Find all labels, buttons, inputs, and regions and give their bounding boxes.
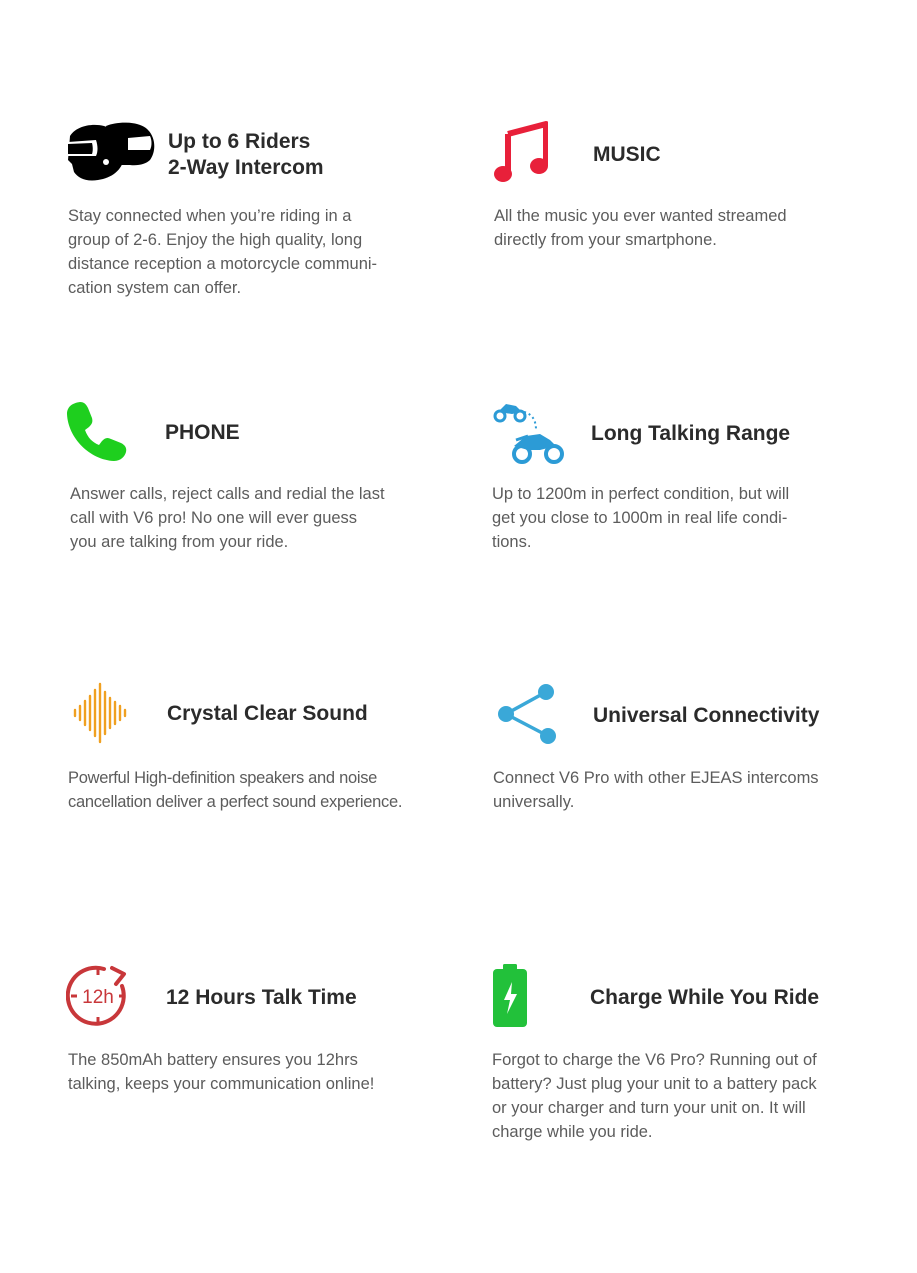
desc-line: universally. [493, 793, 575, 811]
desc-line: call with V6 pro! No one will ever guess [70, 509, 358, 527]
desc-line: charge while you ride. [492, 1123, 653, 1141]
feature-title [165, 420, 240, 446]
feature-description [68, 766, 402, 814]
desc-line: or your charger and turn your unit on. It will [492, 1099, 806, 1117]
desc-line: group of 2-6. Enjoy the high quality, long [68, 231, 363, 249]
clock-label: 12h [82, 987, 114, 1008]
desc-line: cancellation deliver a perfect sound experience. [68, 793, 403, 811]
title-line: Universal Connectivity [593, 704, 820, 727]
share-nodes-icon [496, 683, 558, 745]
desc-line: you are talking from your ride. [70, 533, 289, 551]
battery-charging-icon [492, 964, 528, 1028]
feature-description [493, 766, 819, 814]
feature-description [68, 204, 377, 300]
title-line: Charge While You Ride [590, 986, 820, 1009]
feature-description [68, 1048, 374, 1096]
title-line: Long Talking Range [591, 422, 791, 445]
feature-title [167, 701, 368, 727]
title-line: 2-Way Intercom [168, 156, 324, 179]
feature-title [166, 985, 357, 1011]
title-line: PHONE [165, 421, 240, 444]
motorcycles-icon [492, 402, 564, 464]
feature-title [593, 703, 819, 729]
feature-title [590, 985, 819, 1011]
desc-line: Powerful High-definition speakers and noise [68, 769, 378, 787]
desc-line: battery? Just plug your unit to a battery pack [492, 1075, 817, 1093]
desc-line: get you close to 1000m in real life condi- [492, 509, 788, 527]
phone-icon [66, 400, 128, 462]
desc-line: Up to 1200m in perfect condition, but will [492, 485, 790, 503]
clock-12h-icon [66, 964, 130, 1028]
desc-line: Answer calls, reject calls and redial the last [70, 485, 385, 503]
desc-line: distance reception a motorcycle communi- [68, 255, 378, 273]
desc-line: Stay connected when you’re riding in a [68, 207, 352, 225]
feature-description [70, 482, 385, 554]
feature-title [593, 142, 661, 168]
title-line: 12 Hours Talk Time [166, 986, 357, 1009]
feature-description [492, 1048, 817, 1144]
feature-title [591, 421, 790, 447]
feature-description [494, 204, 787, 252]
desc-line: talking, keeps your communication online! [68, 1075, 375, 1093]
helmets-icon [66, 120, 158, 184]
title-line: Crystal Clear Sound [167, 702, 368, 725]
desc-line: The 850mAh battery ensures you 12hrs [68, 1051, 358, 1069]
desc-line: tions. [492, 533, 532, 551]
desc-line: cation system can offer. [68, 279, 242, 297]
sound-wave-icon [72, 682, 130, 744]
music-note-icon [494, 120, 548, 184]
title-line: Up to 6 Riders [168, 130, 311, 153]
desc-line: Forgot to charge the V6 Pro? Running out of [492, 1051, 817, 1069]
desc-line: All the music you ever wanted streamed [494, 207, 787, 225]
desc-line: directly from your smartphone. [494, 231, 717, 249]
feature-title [168, 129, 324, 181]
desc-line: Connect V6 Pro with other EJEAS intercoms [493, 769, 819, 787]
feature-description [492, 482, 789, 554]
title-line: MUSIC [593, 143, 661, 166]
